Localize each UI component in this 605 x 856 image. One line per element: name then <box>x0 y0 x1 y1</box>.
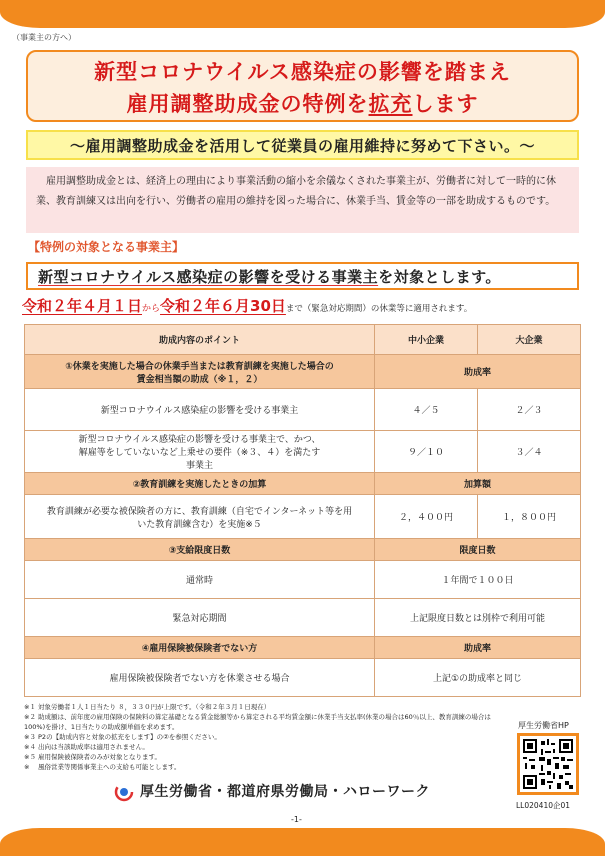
benefit-table <box>24 324 581 697</box>
hp-label: 厚生労働省HP <box>518 721 569 730</box>
section-heading: 【特例の対象となる事業主】 <box>28 240 185 254</box>
row-1-large: ２／３ <box>478 389 581 431</box>
section-2-label: ②教育訓練を実施したときの加算 <box>25 473 375 495</box>
footnote-6: ※ 風俗営業等関係事業主への支給も可能とします。 <box>24 763 181 771</box>
row-6-label: 雇用保険被保険者でない方を休業させる場合 <box>25 659 375 697</box>
row-2-large: ３／４ <box>478 431 581 473</box>
qr-code[interactable] <box>517 733 579 795</box>
document-code: LL020410企01 <box>516 801 571 810</box>
section-3-right: 限度日数 <box>375 539 581 561</box>
target-rest: を対象とします。 <box>378 267 501 286</box>
title-line-2 <box>28 88 577 120</box>
table-row <box>25 431 581 473</box>
section-4-right: 助成率 <box>375 637 581 659</box>
intro-text: 雇用調整助成金とは、経済上の理由により事業活動の縮小を余儀なくされた事業主が、労働者に対して一時的に休業、教育訓練又は出向を行い、労働者の雇用の維持を図った場合に、休業手当、賃金等の一部を助成するものです。 <box>36 176 556 207</box>
title-box <box>26 50 579 122</box>
header-sme: 中小企業 <box>375 325 478 355</box>
footnotes <box>24 702 494 772</box>
subtitle-banner <box>26 130 579 160</box>
section-1-right: 助成率 <box>375 355 581 389</box>
intro-box <box>26 167 579 233</box>
footnote-1: ※１ 対象労働者１人１日当たり ８，３３０円が上限です。（令和２年３月１日現在） <box>24 703 271 711</box>
title-line-1: 新型コロナウイルス感染症の影響を踏まえ <box>94 60 511 84</box>
table-row <box>25 389 581 431</box>
row-5-value: 上記限度日数とは別枠で利用可能 <box>375 599 581 637</box>
row-2-label: 新型コロナウイルス感染症の影響を受ける事業主で、かつ、解雇等をしていないなど上乗せの要件（※３、４）を満たす事業主 <box>25 431 375 473</box>
section-3-label: ③支給限度日数 <box>25 539 375 561</box>
footnote-4: ※４ 出向は当該助成率は適用されません。 <box>24 743 149 751</box>
row-1-label: 新型コロナウイルス感染症の影響を受ける事業主 <box>25 389 375 431</box>
table-header-row <box>25 325 581 355</box>
page-number: -1- <box>291 815 302 824</box>
footer-organization: 厚生労働省・都道府県労働局・ハローワーク <box>140 784 430 800</box>
row-4-label: 通常時 <box>25 561 375 599</box>
table-row <box>25 495 581 539</box>
section-row-3 <box>25 539 581 561</box>
target-underlined: 新型コロナウイルス感染症の影響を受ける事業主 <box>38 267 379 286</box>
period-line <box>22 295 592 316</box>
footnote-3: ※３ P2の【助成内容と対象の拡充をします】の②を参照ください。 <box>24 733 221 741</box>
section-row-1 <box>25 355 581 389</box>
row-5-label: 緊急対応期間 <box>25 599 375 637</box>
section-4-label: ④雇用保険被保険者でない方 <box>25 637 375 659</box>
row-2-sme: ９／１０ <box>375 431 478 473</box>
top-decor-bar <box>0 0 605 28</box>
section-row-2 <box>25 473 581 495</box>
header-points: 助成内容のポイント <box>25 325 375 355</box>
row-4-value: １年間で１００日 <box>375 561 581 599</box>
footnote-2: ※２ 助成額は、前年度の雇用保険の保険料の算定基礎となる賃金総額等から算定される平均賃金額に休業手当支払率(休業の場合は60％以上、教育訓練の場合は100%)を掛け、1日当たりの助成額単価を求めます。 <box>24 713 491 731</box>
row-3-label: 教育訓練が必要な被保険者の方に、教育訓練（自宅でインターネット等を用いた教育訓練含む）を実施※５ <box>25 495 375 539</box>
period-start: 令和２年４月１日 <box>22 297 143 315</box>
row-3-sme: ２，４００円 <box>375 495 478 539</box>
title-line-2-post: します <box>412 92 479 116</box>
table-row <box>25 561 581 599</box>
table-row <box>25 599 581 637</box>
period-from: から <box>142 304 161 314</box>
row-1-sme: ４／５ <box>375 389 478 431</box>
target-box <box>26 262 579 290</box>
period-end: 令和２年６月30日 <box>160 297 286 315</box>
row-6-value: 上記①の助成率と同じ <box>375 659 581 697</box>
section-2-right: 加算額 <box>375 473 581 495</box>
audience-note: （事業主の方へ） <box>12 33 76 42</box>
row-3-large: １，８００円 <box>478 495 581 539</box>
title-emphasis: 拡充 <box>368 92 413 116</box>
table-row <box>25 659 581 697</box>
section-1-label: ①休業を実施した場合の休業手当または教育訓練を実施した場合の賃金相当額の助成（※１，２） <box>25 355 375 389</box>
subtitle-text: ～雇用調整助成金を活用して従業員の雇用維持に努めて下さい。～ <box>69 136 535 155</box>
ministry-logo-icon <box>114 782 134 802</box>
title-line-2-pre: 雇用調整助成金の特例を <box>126 92 369 116</box>
qr-code-icon <box>523 739 573 789</box>
section-row-4 <box>25 637 581 659</box>
footnote-5: ※５ 雇用保険被保険者のみが対象となります。 <box>24 753 161 761</box>
period-rest: まで（緊急対応期間）の休業等に適用されます。 <box>285 304 473 314</box>
header-large: 大企業 <box>478 325 581 355</box>
bottom-decor-bar <box>0 828 605 856</box>
